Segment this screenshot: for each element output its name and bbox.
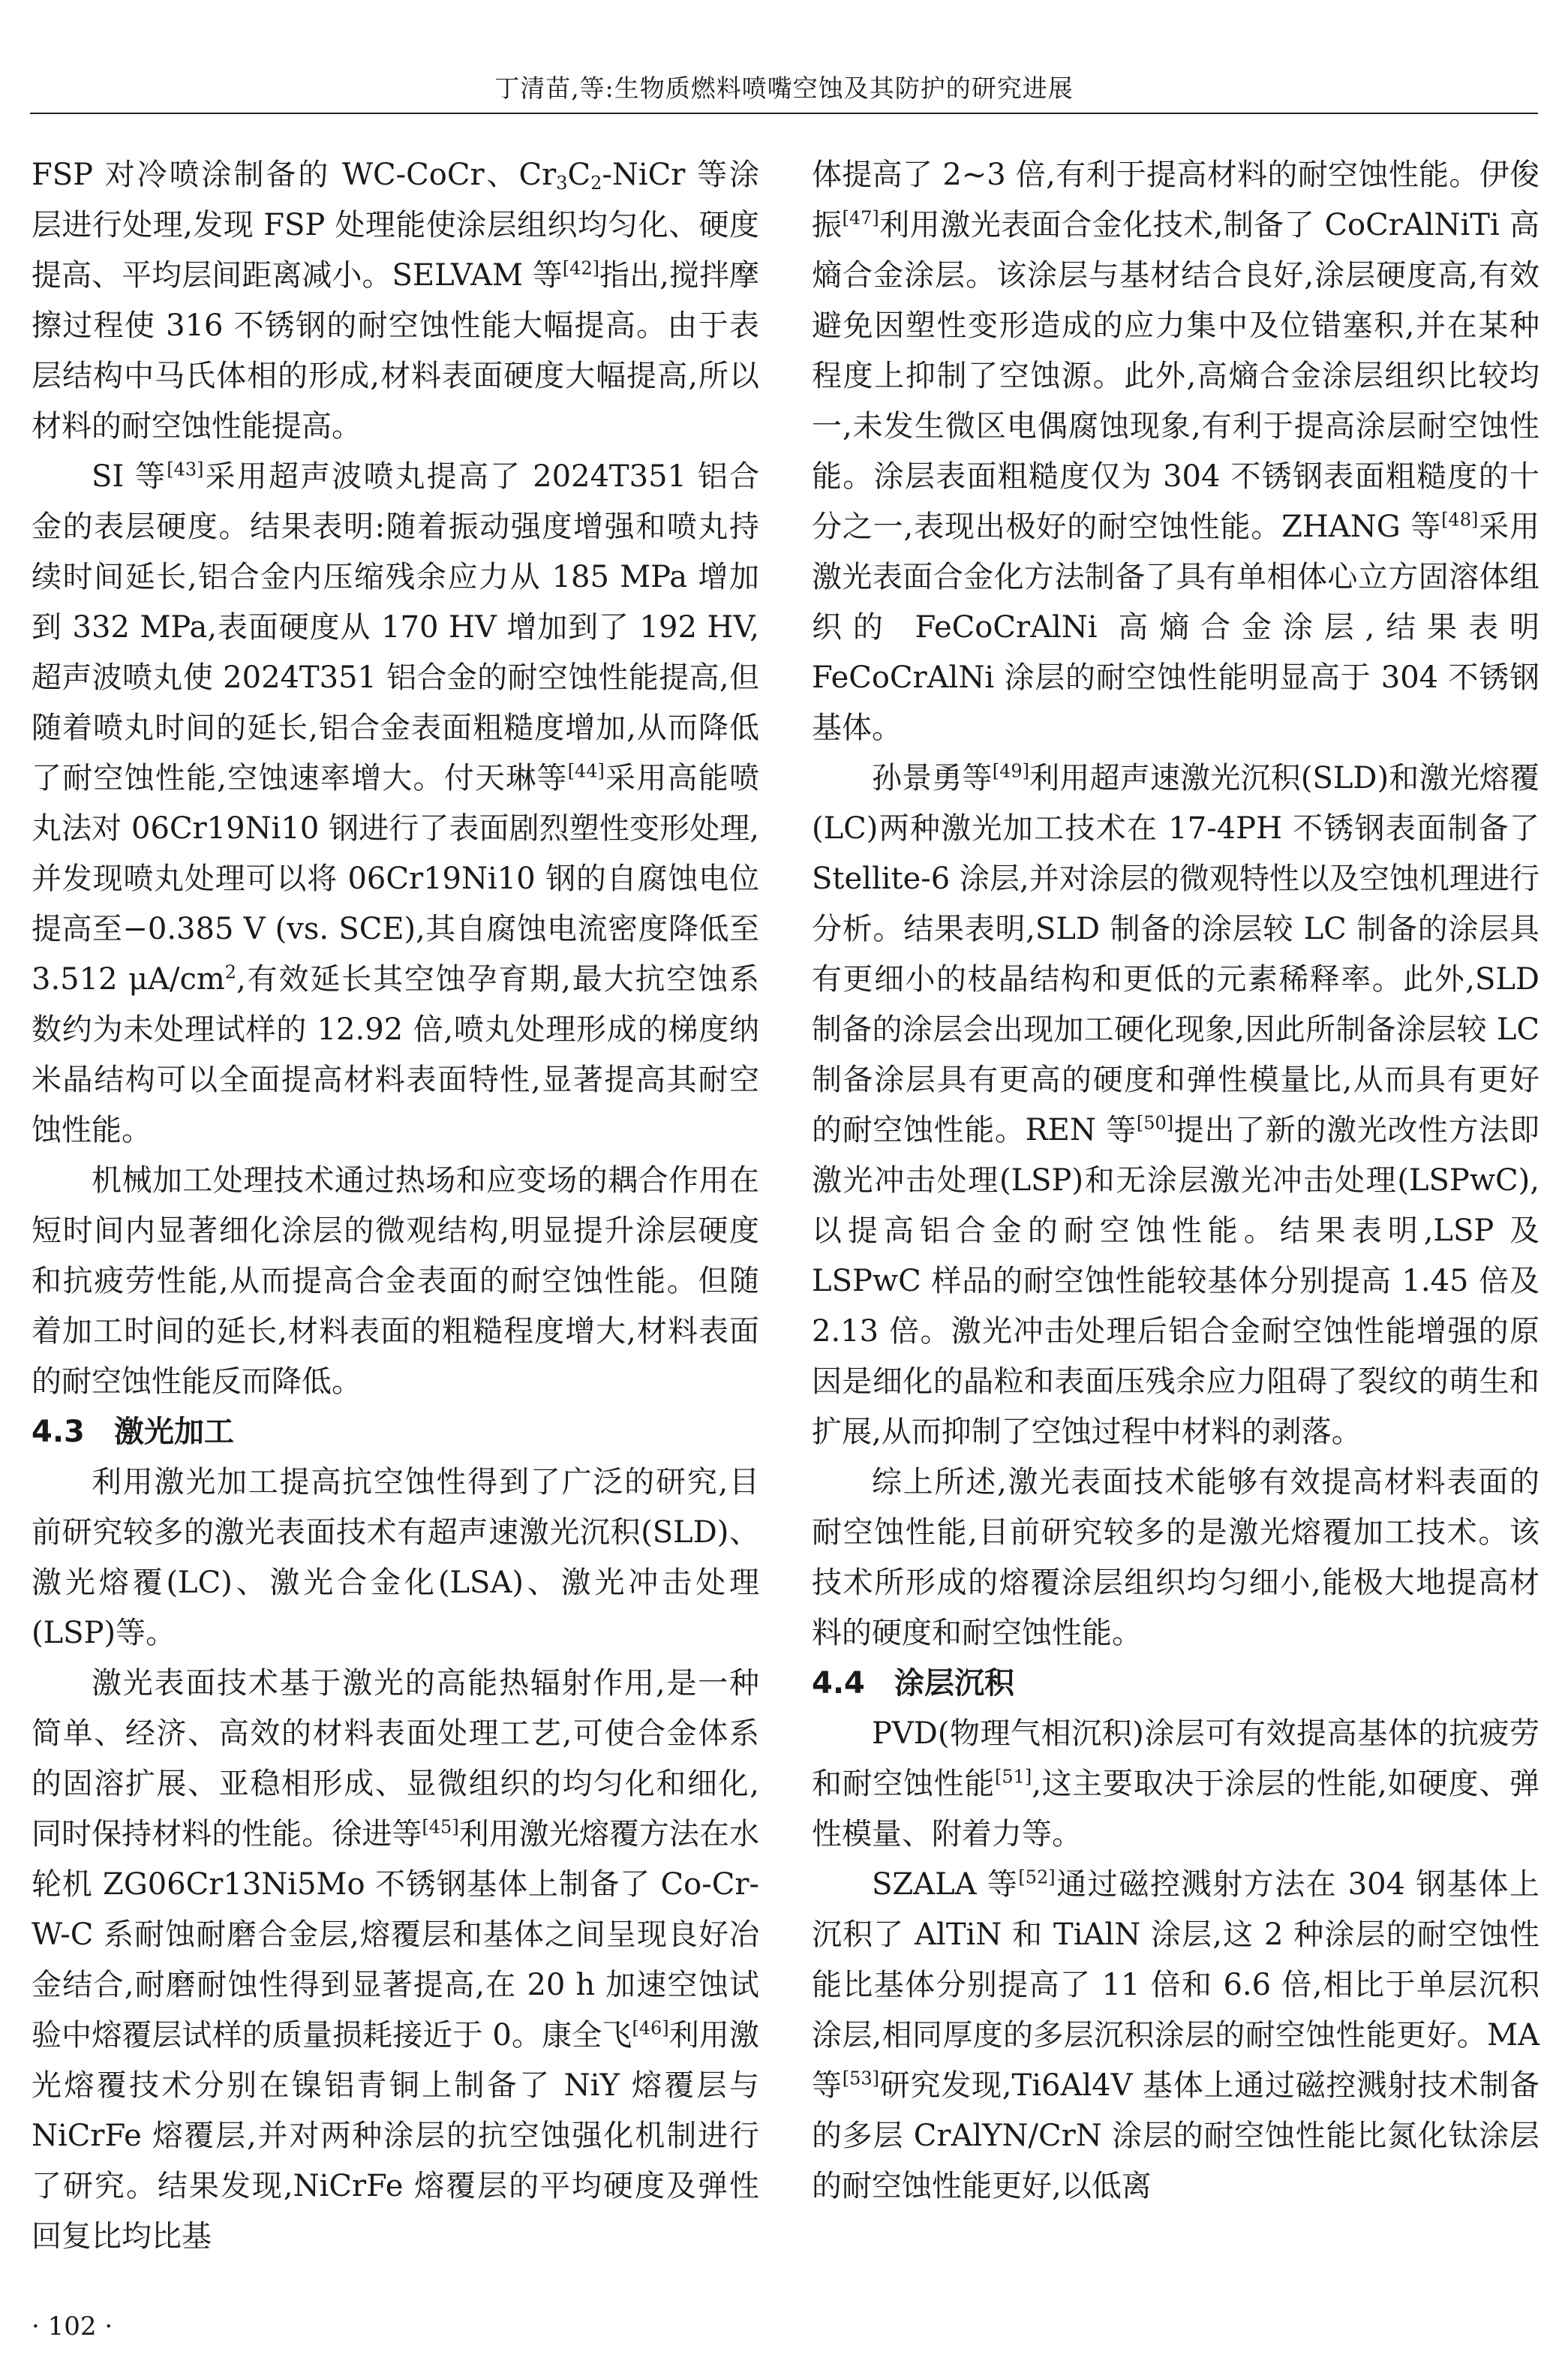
citation-ref: [53]: [842, 2068, 880, 2089]
citation-ref: [52]: [1018, 1866, 1056, 1888]
paragraph-machining-summary: 机械加工处理技术通过热场和应变场的耦合作用在短时间内显著细化涂层的微观结构,明显提升涂层硬度和抗疲劳性能,从而提高合金表面的耐空蚀性能。但随着加工时间的延长,材料表面的粗糙程度增大,材料表面的耐空蚀性能反而降低。: [32, 1163, 759, 1399]
citation-ref: [49]: [992, 760, 1029, 782]
page-number: · 102 ·: [32, 2311, 113, 2341]
citation-ref: [42]: [562, 257, 600, 279]
section-heading-4-4: 4.4 涂层沉积: [812, 1666, 1014, 1701]
paragraph-sld-lc-lsp: 孙景勇等[49]利用超声速激光沉积(SLD)和激光熔覆(LC)两种激光加工技术在 17-4PH 不锈钢表面制备了 Stellite-6 涂层,并对涂层的微观特性以及空蚀机理进行分析。结果表明,SLD 制备的涂层较 LC 制备的涂层具有更细小的枝晶结构和更低的元素稀释率。此外,SLD 制备的涂层会出现加工硬化现象,因此所制备涂层较 LC 制备涂层具有更高的硬度和弹性模量比,从而具有更好的耐空蚀性能。REN 等[50]提出了新的激光改性方法即激光冲击处理(LSP)和无涂层激光冲击处理(LSPwC),以提高铝合金的耐空蚀性能。结果表明,LSP 及 LSPwC 样品的耐空蚀性能较基体分别提高 1.45 倍及 2.13 倍。激光冲击处理后铝合金耐空蚀性能增强的原因是细化的晶粒和表面压残余应力阻碍了裂纹的萌生和扩展,从而抑制了空蚀过程中材料的剥落。: [812, 760, 1540, 1449]
left-column: [32, 150, 759, 2262]
citation-ref: [45]: [422, 1816, 459, 1838]
citation-ref: [44]: [567, 760, 605, 782]
citation-ref: [51]: [995, 1766, 1032, 1788]
paragraph-fsp-continued: FSP 对冷喷涂制备的 WC-CoCr、$Cr_3C_2$-NiCr 等涂层进行处理,发现 FSP 处理能使涂层组织均匀化、硬度提高、平均层间距离减小。SELVAM 等[42]指出,搅拌摩擦过程使 316 不锈钢的耐空蚀性能大幅提高。由于表层结构中马氏体相的形成,材料表面硬度大幅提高,所以材料的耐空蚀性能提高。: [32, 158, 760, 444]
paragraph-laser-intro: 利用激光加工提高抗空蚀性得到了广泛的研究,目前研究较多的激光表面技术有超声速激光沉积(SLD)、激光熔覆(LC)、激光合金化(LSA)、激光冲击处理(LSP)等。: [32, 1465, 759, 1650]
paragraph-pvd-intro: PVD(物理气相沉积)涂层可有效提高基体的抗疲劳和耐空蚀性能[51],这主要取决于涂层的性能,如硬度、弹性模量、附着力等。: [812, 1716, 1540, 1851]
paragraph-ultrasonic-peening: SI 等[43]采用超声波喷丸提高了 2024T351 铝合金的表层硬度。结果表明:随着振动强度增强和喷丸持续时间延长,铝合金内压缩残余应力从 185 MPa 增加到 332 MPa,表面硬度从 170 HV 增加到了 192 HV,超声波喷丸使 2024T351 铝合金的耐空蚀性能提高,但随着喷丸时间的延长,铝合金表面粗糙度增加,从而降低了耐空蚀性能,空蚀速率增大。付天琳等[44]采用高能喷丸法对 06Cr19Ni10 钢进行了表面剧烈塑性变形处理,并发现喷丸处理可以将 06Cr19Ni10 钢的自腐蚀电位提高至−0.385 V (vs. SCE),其自腐蚀电流密度降低至 3.512 $\mu A/cm^2$,有效延长其空蚀孕育期,最大抗空蚀系数约为未处理试样的 12.92 倍,喷丸处理形成的梯度纳米晶结构可以全面提高材料表面特性,显著提高其耐空蚀性能。: [32, 459, 759, 1147]
citation-ref: [47]: [842, 207, 879, 229]
paragraph-magnetron-sputtering: SZALA 等[52]通过磁控溅射方法在 304 钢基体上沉积了 AlTiN 和 TiAlN 涂层,这 2 种涂层的耐空蚀性能比基体分别提高了 11 倍和 6.6 倍,相比于单层沉积涂层,相同厚度的多层沉积涂层的耐空蚀性能更好。MA 等[53]研究发现,Ti6Al4V 基体上通过磁控溅射技术制备的多层 CrAlYN/CrN 涂层的耐空蚀性能比氮化钛涂层的耐空蚀性能更好,以低离: [812, 1866, 1540, 2203]
header-rule: [30, 113, 1538, 114]
section-heading-4-3: 4.3 激光加工: [32, 1415, 234, 1449]
paragraph-laser-surface: 激光表面技术基于激光的高能热辐射作用,是一种简单、经济、高效的材料表面处理工艺,可使合金体系的固溶扩展、亚稳相形成、显微组织的均匀化和细化,同时保持材料的性能。徐进等[45]利用激光熔覆方法在水轮机 ZG06Cr13Ni5Mo 不锈钢基体上制备了 Co-Cr-W-C 系耐蚀耐磨合金层,熔覆层和基体之间呈现良好冶金结合,耐磨耐蚀性得到显著提高,在 20 h 加速空蚀试验中熔覆层试样的质量损耗接近于 0。康全飞[46]利用激光熔覆技术分别在镍铝青铜上制备了 NiY 熔覆层与 NiCrFe 熔覆层,并对两种涂层的抗空蚀强化机制进行了研究。结果发现,NiCrFe 熔覆层的平均硬度及弹性回复比均比基: [32, 1666, 760, 2254]
citation-ref: [46]: [632, 2017, 669, 2039]
paragraph-laser-alloying: 体提高了 2~3 倍,有利于提高材料的耐空蚀性能。伊俊振[47]利用激光表面合金化技术,制备了 CoCrAlNiTi 高熵合金涂层。该涂层与基材结合良好,涂层硬度高,有效避免因塑性变形造成的应力集中及位错塞积,并在某种程度上抑制了空蚀源。此外,高熵合金涂层组织比较均一,未发生微区电偶腐蚀现象,有利于提高涂层耐空蚀性能。涂层表面粗糙度仅为 304 不锈钢表面粗糙度的十分之一,表现出极好的耐空蚀性能。ZHANG 等[48]采用激光表面合金化方法制备了具有单相体心立方固溶体组织的 FeCoCrAlNi 高熵合金涂层,结果表明 FeCoCrAlNi 涂层的耐空蚀性能明显高于 304 不锈钢基体。: [812, 158, 1540, 745]
citation-ref: [43]: [167, 459, 204, 480]
citation-ref: [48]: [1441, 509, 1479, 531]
citation-ref: [50]: [1136, 1112, 1174, 1134]
right-column: [812, 150, 1539, 2212]
running-title: 丁清苗,等:生物质燃料喷嘴空蚀及其防护的研究进展: [494, 74, 1074, 103]
paragraph-laser-summary: 综上所述,激光表面技术能够有效提高材料表面的耐空蚀性能,目前研究较多的是激光熔覆加工技术。该技术所形成的熔覆涂层组织均匀细小,能极大地提高材料的硬度和耐空蚀性能。: [812, 1465, 1539, 1650]
